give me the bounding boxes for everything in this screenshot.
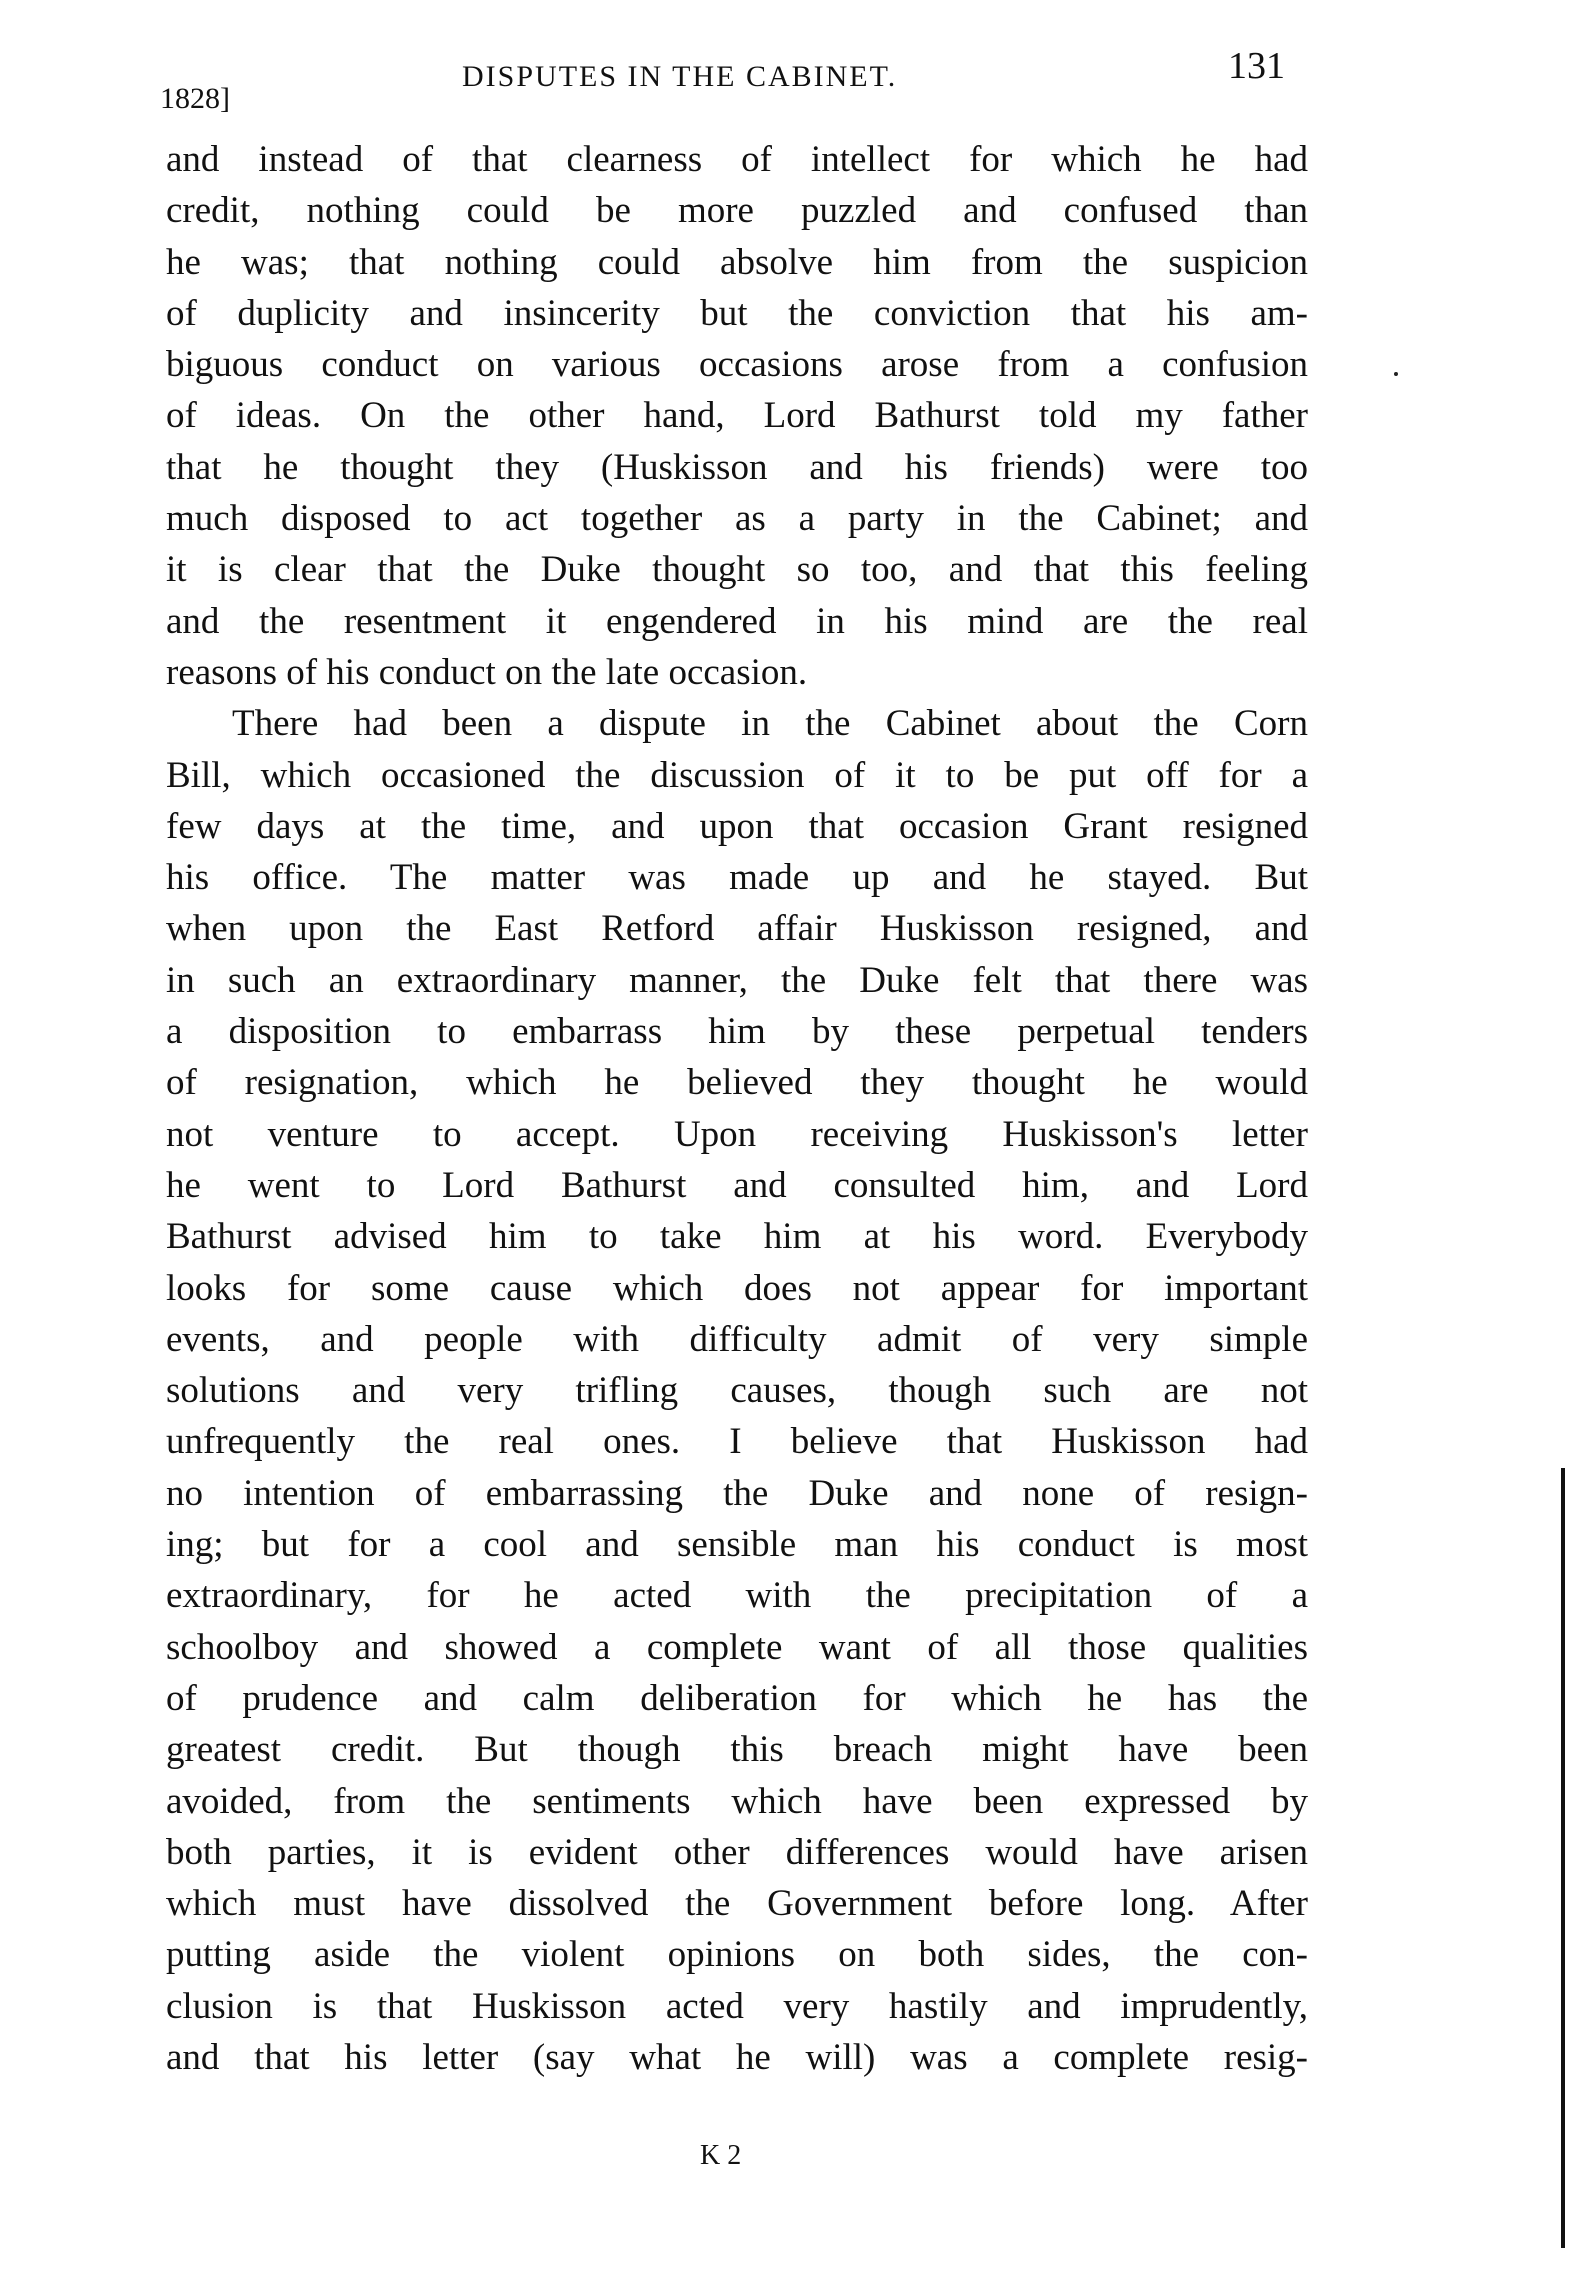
paragraph	[166, 698, 1308, 2083]
text-line: clusion is that Huskisson acted very hastily and imprudently,	[166, 1985, 1308, 2027]
text-line: ing; but for a cool and sensible man his conduct is most	[166, 1524, 1308, 1566]
text-line: his office. The matter was made up and he stayed. But	[166, 857, 1308, 899]
text-line: of prudence and calm deliberation for which he has the	[166, 1677, 1308, 1719]
text-line: avoided, from the sentiments which have been expressed by	[166, 1780, 1308, 1822]
text-line: that he thought they (Huskisson and his friends) were too	[166, 446, 1308, 488]
text-line: which must have dissolved the Government before long. After	[166, 1883, 1308, 1925]
text-line: he was; that nothing could absolve him from the suspicion	[166, 241, 1308, 283]
text-line: events, and people with difficulty admit of very simple	[166, 1318, 1308, 1360]
text-line: Bathurst advised him to take him at his word. Everybody	[166, 1216, 1308, 1258]
text-line: of duplicity and insincerity but the conviction that his am-	[166, 292, 1308, 334]
text-line: he went to Lord Bathurst and consulted him, and Lord	[166, 1164, 1308, 1206]
text-line: not venture to accept. Upon receiving Huskisson's letter	[166, 1113, 1308, 1155]
signature-mark: K 2	[700, 2140, 742, 2171]
text-line: of resignation, which he believed they thought he would	[166, 1062, 1308, 1104]
text-line: greatest credit. But though this breach might have been	[166, 1729, 1308, 1771]
text-line: when upon the East Retford affair Huskisson resigned, and	[166, 908, 1308, 950]
text-line: in such an extraordinary manner, the Duke felt that there was	[166, 959, 1308, 1001]
paragraph	[166, 134, 1308, 698]
text-line: a disposition to embarrass him by these perpetual tenders	[166, 1011, 1308, 1053]
running-head-title: DISPUTES IN THE CABINET.	[462, 60, 898, 93]
text-line: putting aside the violent opinions on both sides, the con-	[166, 1934, 1308, 1976]
running-head-year: 1828]	[160, 82, 230, 115]
text-line: and the resentment it engendered in his mind are the real	[166, 600, 1308, 642]
text-line: solutions and very trifling causes, though such are not	[166, 1370, 1308, 1412]
text-line: few days at the time, and upon that occasion Grant resigned	[166, 805, 1308, 847]
text-line: extraordinary, for he acted with the precipitation of a	[166, 1575, 1308, 1617]
text-line: no intention of embarrassing the Duke and none of resign-	[166, 1472, 1308, 1514]
page-number: 131	[1228, 45, 1285, 87]
text-line: reasons of his conduct on the late occasion.	[166, 651, 808, 693]
text-line: and that his letter (say what he will) was a complete resig-	[166, 2036, 1308, 2078]
text-line: of ideas. On the other hand, Lord Bathurst told my father	[166, 395, 1308, 437]
text-line: and instead of that clearness of intellect for which he had	[166, 139, 1308, 180]
text-line: both parties, it is evident other differences would have arisen	[166, 1831, 1308, 1873]
text-line: much disposed to act together as a party in the Cabinet; and	[166, 498, 1308, 540]
speck-mark	[1394, 372, 1398, 376]
text-line: looks for some cause which does not appear for important	[166, 1267, 1308, 1309]
text-line: There had been a dispute in the Cabinet about the Corn	[232, 703, 1308, 745]
text-line: biguous conduct on various occasions arose from a confusion	[166, 344, 1308, 386]
text-line: it is clear that the Duke thought so too, and that this feeling	[166, 549, 1308, 591]
text-line: credit, nothing could be more puzzled and confused than	[166, 190, 1308, 232]
text-line: schoolboy and showed a complete want of all those qualities	[166, 1626, 1308, 1668]
text-line: unfrequently the real ones. I believe that Huskisson had	[166, 1421, 1308, 1463]
text-line: Bill, which occasioned the discussion of it to be put off for a	[166, 754, 1308, 796]
page-edge-rule	[1561, 1468, 1565, 2248]
page-body	[166, 134, 1308, 2083]
